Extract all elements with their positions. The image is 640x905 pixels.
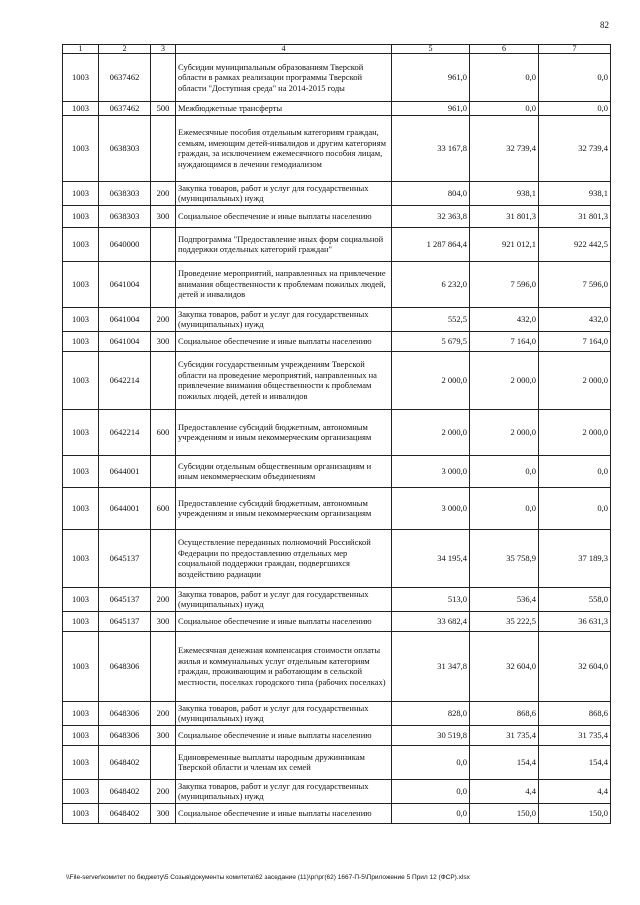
item-name-cell: Единовременные выплаты народным дружинникам Тверской области и членам их семей bbox=[176, 745, 392, 779]
target-article-cell: 0640000 bbox=[99, 227, 151, 261]
table-body bbox=[63, 54, 611, 824]
expense-type-cell bbox=[151, 227, 176, 261]
amount-year-1-cell: 33 167,8 bbox=[392, 115, 470, 181]
amount-year-2-cell: 2 000,0 bbox=[470, 351, 539, 409]
amount-year-2-cell: 868,6 bbox=[470, 701, 539, 725]
expense-type-cell: 200 bbox=[151, 779, 176, 803]
target-article-cell: 0648402 bbox=[99, 779, 151, 803]
section-code-cell: 1003 bbox=[63, 611, 99, 631]
target-article-cell: 0648306 bbox=[99, 631, 151, 701]
table-row bbox=[63, 409, 611, 455]
expense-type-cell bbox=[151, 261, 176, 307]
amount-year-1-cell: 513,0 bbox=[392, 587, 470, 611]
amount-year-1-cell: 961,0 bbox=[392, 102, 470, 116]
amount-year-3-cell: 0,0 bbox=[539, 54, 611, 102]
amount-year-1-cell: 34 195,4 bbox=[392, 529, 470, 587]
target-article-cell: 0645137 bbox=[99, 611, 151, 631]
item-name-cell: Предоставление субсидий бюджетным, автономным учреждениям и иным некоммерческим организациям bbox=[176, 487, 392, 529]
file-path-footer: \\File-server\комитет по бюджету\5 Созыв\документы комитета\62 заседание (11)\рг\рг(62) 1667-П-5\Приложение 5 Прил 12 (ФСР).xlsx bbox=[66, 874, 470, 881]
amount-year-1-cell: 552,5 bbox=[392, 307, 470, 331]
amount-year-2-cell: 31 735,4 bbox=[470, 725, 539, 745]
amount-year-3-cell: 32 604,0 bbox=[539, 631, 611, 701]
expense-type-cell: 500 bbox=[151, 102, 176, 116]
section-code-cell: 1003 bbox=[63, 307, 99, 331]
amount-year-3-cell: 32 739,4 bbox=[539, 115, 611, 181]
target-article-cell: 0648402 bbox=[99, 745, 151, 779]
item-name-cell: Субсидии государственным учреждениям Тверской области на проведение мероприятий, направленных на привлечение внимания общественности к проблемам пожилых людей, детей и инвалидов bbox=[176, 351, 392, 409]
item-name-cell: Ежемесячная денежная компенсация стоимости оплаты жилья и коммунальных услуг отдельным категориям граждан, проживающим и работающим в сельской местности, поселках городского типа (рабочих поселках) bbox=[176, 631, 392, 701]
target-article-cell: 0644001 bbox=[99, 455, 151, 487]
amount-year-3-cell: 31 735,4 bbox=[539, 725, 611, 745]
amount-year-2-cell: 154,4 bbox=[470, 745, 539, 779]
header-cell-4: 4 bbox=[176, 45, 392, 54]
table-row bbox=[63, 725, 611, 745]
amount-year-1-cell: 33 682,4 bbox=[392, 611, 470, 631]
header-cell-5: 5 bbox=[392, 45, 470, 54]
amount-year-2-cell: 31 801,3 bbox=[470, 205, 539, 227]
amount-year-3-cell: 2 000,0 bbox=[539, 409, 611, 455]
item-name-cell: Межбюджетные трансферты bbox=[176, 102, 392, 116]
amount-year-1-cell: 30 519,8 bbox=[392, 725, 470, 745]
section-code-cell: 1003 bbox=[63, 745, 99, 779]
amount-year-1-cell: 1 287 864,4 bbox=[392, 227, 470, 261]
item-name-cell: Социальное обеспечение и иные выплаты населению bbox=[176, 205, 392, 227]
section-code-cell: 1003 bbox=[63, 351, 99, 409]
section-code-cell: 1003 bbox=[63, 205, 99, 227]
section-code-cell: 1003 bbox=[63, 487, 99, 529]
section-code-cell: 1003 bbox=[63, 227, 99, 261]
expense-type-cell: 300 bbox=[151, 611, 176, 631]
table-row bbox=[63, 181, 611, 205]
expense-type-cell: 200 bbox=[151, 587, 176, 611]
item-name-cell: Закупка товаров, работ и услуг для государственных (муниципальных) нужд bbox=[176, 181, 392, 205]
table-row bbox=[63, 587, 611, 611]
header-cell-7: 7 bbox=[539, 45, 611, 54]
target-article-cell: 0638303 bbox=[99, 115, 151, 181]
header-cell-3: 3 bbox=[151, 45, 176, 54]
table-row bbox=[63, 54, 611, 102]
amount-year-3-cell: 0,0 bbox=[539, 455, 611, 487]
expense-type-cell: 200 bbox=[151, 181, 176, 205]
expense-type-cell: 600 bbox=[151, 487, 176, 529]
target-article-cell: 0637462 bbox=[99, 102, 151, 116]
expense-type-cell: 300 bbox=[151, 803, 176, 823]
table-row bbox=[63, 227, 611, 261]
target-article-cell: 0641004 bbox=[99, 307, 151, 331]
item-name-cell: Социальное обеспечение и иные выплаты населению bbox=[176, 725, 392, 745]
amount-year-1-cell: 2 000,0 bbox=[392, 409, 470, 455]
amount-year-1-cell: 3 000,0 bbox=[392, 455, 470, 487]
section-code-cell: 1003 bbox=[63, 409, 99, 455]
expense-type-cell: 600 bbox=[151, 409, 176, 455]
table-row bbox=[63, 803, 611, 823]
header-cell-6: 6 bbox=[470, 45, 539, 54]
table-row bbox=[63, 331, 611, 351]
amount-year-2-cell: 32 739,4 bbox=[470, 115, 539, 181]
amount-year-2-cell: 432,0 bbox=[470, 307, 539, 331]
amount-year-2-cell: 32 604,0 bbox=[470, 631, 539, 701]
target-article-cell: 0648306 bbox=[99, 725, 151, 745]
amount-year-3-cell: 4,4 bbox=[539, 779, 611, 803]
page-number: 82 bbox=[600, 20, 609, 30]
item-name-cell: Осуществление переданных полномочий Российской Федерации по предоставлению отдельных мер социальной поддержки граждан, подвергшихся воздействию радиации bbox=[176, 529, 392, 587]
expense-type-cell bbox=[151, 115, 176, 181]
table-row bbox=[63, 745, 611, 779]
item-name-cell: Социальное обеспечение и иные выплаты населению bbox=[176, 611, 392, 631]
target-article-cell: 0641004 bbox=[99, 331, 151, 351]
amount-year-3-cell: 37 189,3 bbox=[539, 529, 611, 587]
target-article-cell: 0642214 bbox=[99, 351, 151, 409]
item-name-cell: Субсидии отдельным общественным организациям и иным некоммерческим объединениям bbox=[176, 455, 392, 487]
amount-year-3-cell: 922 442,5 bbox=[539, 227, 611, 261]
amount-year-3-cell: 7 164,0 bbox=[539, 331, 611, 351]
item-name-cell: Ежемесячные пособия отдельным категориям граждан, семьям, имеющим детей-инвалидов и другим категориям граждан, за исключением ежемесячного пособия лицам, нуждающимся в лечении гемодиализом bbox=[176, 115, 392, 181]
amount-year-3-cell: 558,0 bbox=[539, 587, 611, 611]
amount-year-2-cell: 0,0 bbox=[470, 455, 539, 487]
expense-type-cell bbox=[151, 529, 176, 587]
amount-year-1-cell: 32 363,8 bbox=[392, 205, 470, 227]
table-row bbox=[63, 455, 611, 487]
amount-year-1-cell: 5 679,5 bbox=[392, 331, 470, 351]
expense-type-cell bbox=[151, 745, 176, 779]
table-row bbox=[63, 779, 611, 803]
item-name-cell: Закупка товаров, работ и услуг для государственных (муниципальных) нужд bbox=[176, 779, 392, 803]
amount-year-1-cell: 804,0 bbox=[392, 181, 470, 205]
amount-year-3-cell: 7 596,0 bbox=[539, 261, 611, 307]
target-article-cell: 0638303 bbox=[99, 205, 151, 227]
expense-type-cell: 300 bbox=[151, 725, 176, 745]
amount-year-2-cell: 150,0 bbox=[470, 803, 539, 823]
amount-year-3-cell: 938,1 bbox=[539, 181, 611, 205]
section-code-cell: 1003 bbox=[63, 261, 99, 307]
item-name-cell: Закупка товаров, работ и услуг для государственных (муниципальных) нужд bbox=[176, 587, 392, 611]
item-name-cell: Проведение мероприятий, направленных на привлечение внимания общественности к проблемам пожилых людей, детей и инвалидов bbox=[176, 261, 392, 307]
expense-type-cell: 300 bbox=[151, 205, 176, 227]
table-row bbox=[63, 115, 611, 181]
amount-year-3-cell: 154,4 bbox=[539, 745, 611, 779]
expense-type-cell: 300 bbox=[151, 331, 176, 351]
item-name-cell: Закупка товаров, работ и услуг для государственных (муниципальных) нужд bbox=[176, 701, 392, 725]
amount-year-1-cell: 2 000,0 bbox=[392, 351, 470, 409]
item-name-cell: Подпрограмма "Предоставление иных форм социальной поддержки отдельных категорий граждан" bbox=[176, 227, 392, 261]
section-code-cell: 1003 bbox=[63, 331, 99, 351]
item-name-cell: Предоставление субсидий бюджетным, автономным учреждениям и иным некоммерческим организациям bbox=[176, 409, 392, 455]
amount-year-2-cell: 0,0 bbox=[470, 487, 539, 529]
section-code-cell: 1003 bbox=[63, 587, 99, 611]
amount-year-1-cell: 6 232,0 bbox=[392, 261, 470, 307]
amount-year-2-cell: 0,0 bbox=[470, 54, 539, 102]
amount-year-2-cell: 921 012,1 bbox=[470, 227, 539, 261]
amount-year-3-cell: 150,0 bbox=[539, 803, 611, 823]
amount-year-2-cell: 4,4 bbox=[470, 779, 539, 803]
amount-year-3-cell: 0,0 bbox=[539, 102, 611, 116]
amount-year-2-cell: 35 222,5 bbox=[470, 611, 539, 631]
table-row bbox=[63, 701, 611, 725]
amount-year-1-cell: 961,0 bbox=[392, 54, 470, 102]
amount-year-3-cell: 36 631,3 bbox=[539, 611, 611, 631]
table-row bbox=[63, 102, 611, 116]
header-cell-1: 1 bbox=[63, 45, 99, 54]
target-article-cell: 0638303 bbox=[99, 181, 151, 205]
section-code-cell: 1003 bbox=[63, 54, 99, 102]
section-code-cell: 1003 bbox=[63, 725, 99, 745]
header-cell-2: 2 bbox=[99, 45, 151, 54]
table-row bbox=[63, 351, 611, 409]
target-article-cell: 0637462 bbox=[99, 54, 151, 102]
amount-year-3-cell: 868,6 bbox=[539, 701, 611, 725]
amount-year-1-cell: 0,0 bbox=[392, 779, 470, 803]
amount-year-2-cell: 0,0 bbox=[470, 102, 539, 116]
target-article-cell: 0645137 bbox=[99, 529, 151, 587]
table-row bbox=[63, 529, 611, 587]
section-code-cell: 1003 bbox=[63, 455, 99, 487]
expense-type-cell: 200 bbox=[151, 701, 176, 725]
item-name-cell: Закупка товаров, работ и услуг для государственных (муниципальных) нужд bbox=[176, 307, 392, 331]
expense-type-cell bbox=[151, 54, 176, 102]
target-article-cell: 0644001 bbox=[99, 487, 151, 529]
expense-type-cell bbox=[151, 455, 176, 487]
amount-year-2-cell: 7 164,0 bbox=[470, 331, 539, 351]
amount-year-1-cell: 0,0 bbox=[392, 803, 470, 823]
amount-year-2-cell: 938,1 bbox=[470, 181, 539, 205]
target-article-cell: 0642214 bbox=[99, 409, 151, 455]
amount-year-1-cell: 31 347,8 bbox=[392, 631, 470, 701]
table-row bbox=[63, 631, 611, 701]
amount-year-2-cell: 35 758,9 bbox=[470, 529, 539, 587]
expense-type-cell: 200 bbox=[151, 307, 176, 331]
budget-table bbox=[62, 44, 611, 824]
target-article-cell: 0648306 bbox=[99, 701, 151, 725]
amount-year-3-cell: 2 000,0 bbox=[539, 351, 611, 409]
target-article-cell: 0645137 bbox=[99, 587, 151, 611]
expense-type-cell bbox=[151, 351, 176, 409]
target-article-cell: 0648402 bbox=[99, 803, 151, 823]
item-name-cell: Социальное обеспечение и иные выплаты населению bbox=[176, 803, 392, 823]
amount-year-3-cell: 432,0 bbox=[539, 307, 611, 331]
section-code-cell: 1003 bbox=[63, 631, 99, 701]
amount-year-2-cell: 536,4 bbox=[470, 587, 539, 611]
table-row bbox=[63, 205, 611, 227]
section-code-cell: 1003 bbox=[63, 529, 99, 587]
table-row bbox=[63, 307, 611, 331]
amount-year-2-cell: 2 000,0 bbox=[470, 409, 539, 455]
table-row bbox=[63, 487, 611, 529]
amount-year-1-cell: 0,0 bbox=[392, 745, 470, 779]
amount-year-1-cell: 828,0 bbox=[392, 701, 470, 725]
target-article-cell: 0641004 bbox=[99, 261, 151, 307]
amount-year-3-cell: 0,0 bbox=[539, 487, 611, 529]
section-code-cell: 1003 bbox=[63, 102, 99, 116]
item-name-cell: Социальное обеспечение и иные выплаты населению bbox=[176, 331, 392, 351]
expense-type-cell bbox=[151, 631, 176, 701]
section-code-cell: 1003 bbox=[63, 779, 99, 803]
section-code-cell: 1003 bbox=[63, 701, 99, 725]
section-code-cell: 1003 bbox=[63, 115, 99, 181]
header-row bbox=[63, 45, 611, 54]
table-row bbox=[63, 261, 611, 307]
section-code-cell: 1003 bbox=[63, 803, 99, 823]
item-name-cell: Субсидии муниципальным образованиям Тверской области в рамках реализации программы Тверской области "Доступная среда" на 2014-2015 годы bbox=[176, 54, 392, 102]
amount-year-1-cell: 3 000,0 bbox=[392, 487, 470, 529]
amount-year-3-cell: 31 801,3 bbox=[539, 205, 611, 227]
amount-year-2-cell: 7 596,0 bbox=[470, 261, 539, 307]
section-code-cell: 1003 bbox=[63, 181, 99, 205]
table-row bbox=[63, 611, 611, 631]
